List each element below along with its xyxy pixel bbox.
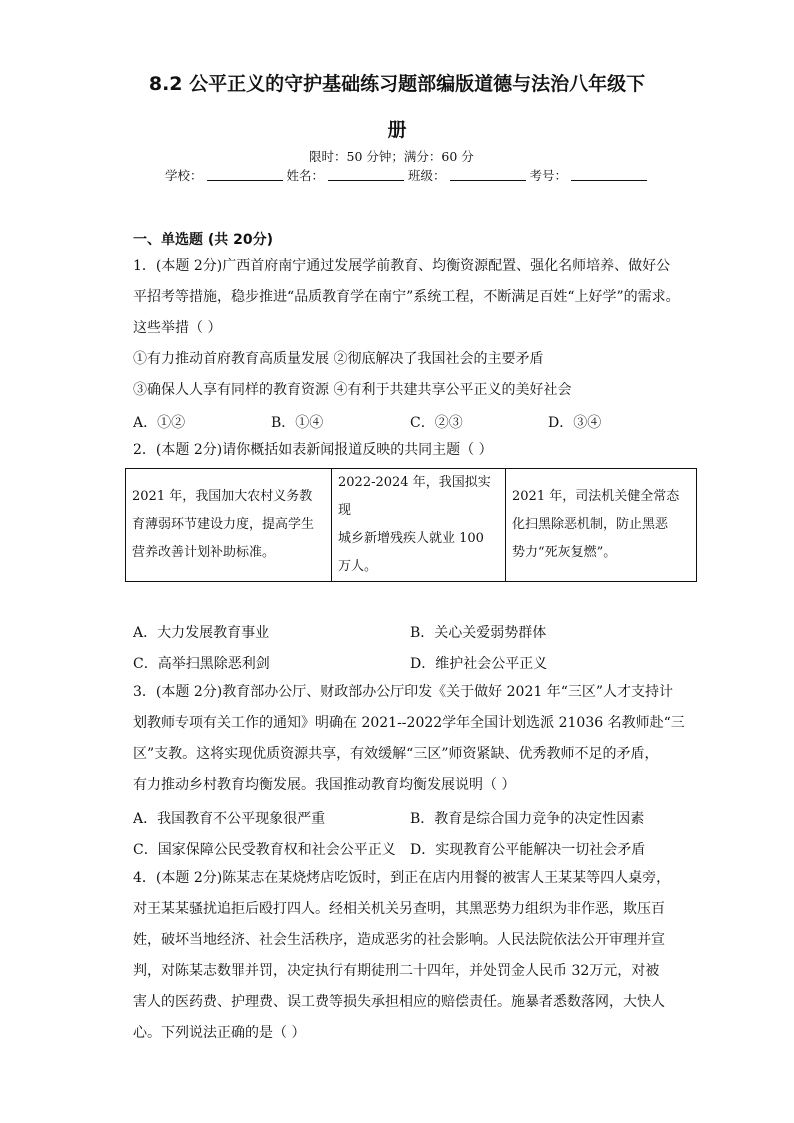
news-cell-employment [332,469,506,582]
exam-number-label: 考号： [529,168,568,183]
news-cell-line: 万人。 [338,559,378,574]
q4-stem-line: 姓，破坏当地经济、社会生活秩序，造成恶劣的社会影响。人民法院依法公开审理并宣 [133,932,665,948]
student-info-fields [165,166,647,184]
time-info: 限时：50 分钟；满分：60 分 [309,149,474,164]
q3-option-b[interactable]: B．教育是综合国力竞争的决定性因素 [410,811,645,827]
page-title: 8.2 公平正义的守护基础练习题部编版道德与法治八年级下 [148,73,646,95]
school-label: 学校： [165,168,203,183]
q4-stem-line: 心。下列说法正确的是（ ） [133,1025,306,1041]
news-cell-line: 2021 年，我国加大农村义务教 [132,489,313,504]
q4-stem-line: 判，对陈某志数罪并罚，决定执行有期徒刑二十四年，并处罚金人民币 32万元，对被 [133,963,660,979]
q3-option-a[interactable]: A．我国教育不公平现象很严重 [133,811,326,827]
q3-stem-line: 有力推动乡村教育均衡发展。我国推动教育均衡发展说明（ ） [133,777,516,793]
q3-option-c[interactable]: C．国家保障公民受教育权和社会公平正义 [133,842,396,858]
q3-option-d[interactable]: D．实现教育公平能解决一切社会矛盾 [410,842,646,858]
q2-option-c[interactable]: C．高举扫黑除恶利剑 [133,656,270,672]
school-field[interactable] [207,166,283,181]
q4-stem-line: 对王某某骚扰追拒后殴打四人。经相关机关另查明，其黑恶势力组织为非作恶，欺压百 [133,901,665,917]
section-heading: 一、单选题 (共 20分) [133,232,274,248]
q1-stem-line: 这些举措（ ） [133,320,222,336]
news-cell-line: 化扫黑除恶机制，防止黑恶 [512,517,669,532]
exam-number-field[interactable] [571,166,647,181]
name-field[interactable] [328,166,404,181]
news-cell-line: 2022-2024 年，我国拟实现 [338,475,491,518]
news-cell-line: 营养改善计划补助标准。 [132,545,276,560]
q4-stem-line: 害人的医药费、护理费、误工费等损失承担相应的赔偿责任。施暴者悉数落网，大快人 [133,994,665,1010]
q1-stem-line: 1．(本题 2分)广西首府南宁通过发展学前教育、均衡资源配置、强化名师培养、做好公 [133,258,671,274]
q1-statement-line: ①有力推动首府教育高质量发展 ②彻底解决了我国社会的主要矛盾 [133,351,544,367]
q3-stem-line: 3．(本题 2分)教育部办公厅、财政部办公厅印发《关于做好 2021 年“三区”人才支持计 [133,684,674,700]
news-cell-education [126,469,332,582]
q1-option-c[interactable]: C．②③ [410,415,463,431]
q2-option-d[interactable]: D．维护社会公平正义 [410,656,548,672]
q1-option-a[interactable]: A．①② [133,415,186,431]
q3-stem-line: 区”支教。这将实现优质资源共享，有效缓解“三区”师资紧缺、优秀教师不足的矛盾， [133,746,659,762]
class-field[interactable] [450,166,526,181]
q1-option-d[interactable]: D．③④ [548,415,602,431]
q2-stem: 2．(本题 2分)请你概括如表新闻报道反映的共同主题（ ） [133,442,493,458]
q1-stem-line: 平招考等措施，稳步推进“品质教育学在南宁”系统工程，不断满足百姓“上好学”的需求。 [133,289,680,305]
news-cell-line: 育薄弱环节建设力度，提高学生 [132,517,315,532]
q2-option-b[interactable]: B．关心关爱弱势群体 [410,625,547,641]
q1-statement-line: ③确保人人享有同样的教育资源 ④有利于共建共享公平正义的美好社会 [133,382,572,398]
q3-stem-line: 划教师专项有关工作的通知》明确在 2021--2022学年全国计划选派 21036 名教师赴“三 [133,715,685,731]
news-cell-line: 势力“死灰复燃”。 [512,545,617,560]
q1-option-b[interactable]: B．①④ [271,415,324,431]
news-cell-line: 城乡新增残疾人就业 100 [338,531,484,546]
page-title-continued: 册 [387,119,407,141]
news-cell-line: 2021 年，司法机关健全常态 [512,489,680,504]
q2-option-a[interactable]: A．大力发展教育事业 [133,625,270,641]
news-table [125,468,697,582]
class-label: 班级： [408,168,446,183]
q4-stem-line: 4．(本题 2分)陈某志在某烧烤店吃饭时，到正在店内用餐的被害人王某某等四人桌旁， [133,870,671,886]
name-label: 姓名： [286,168,325,183]
news-cell-justice [506,469,697,582]
